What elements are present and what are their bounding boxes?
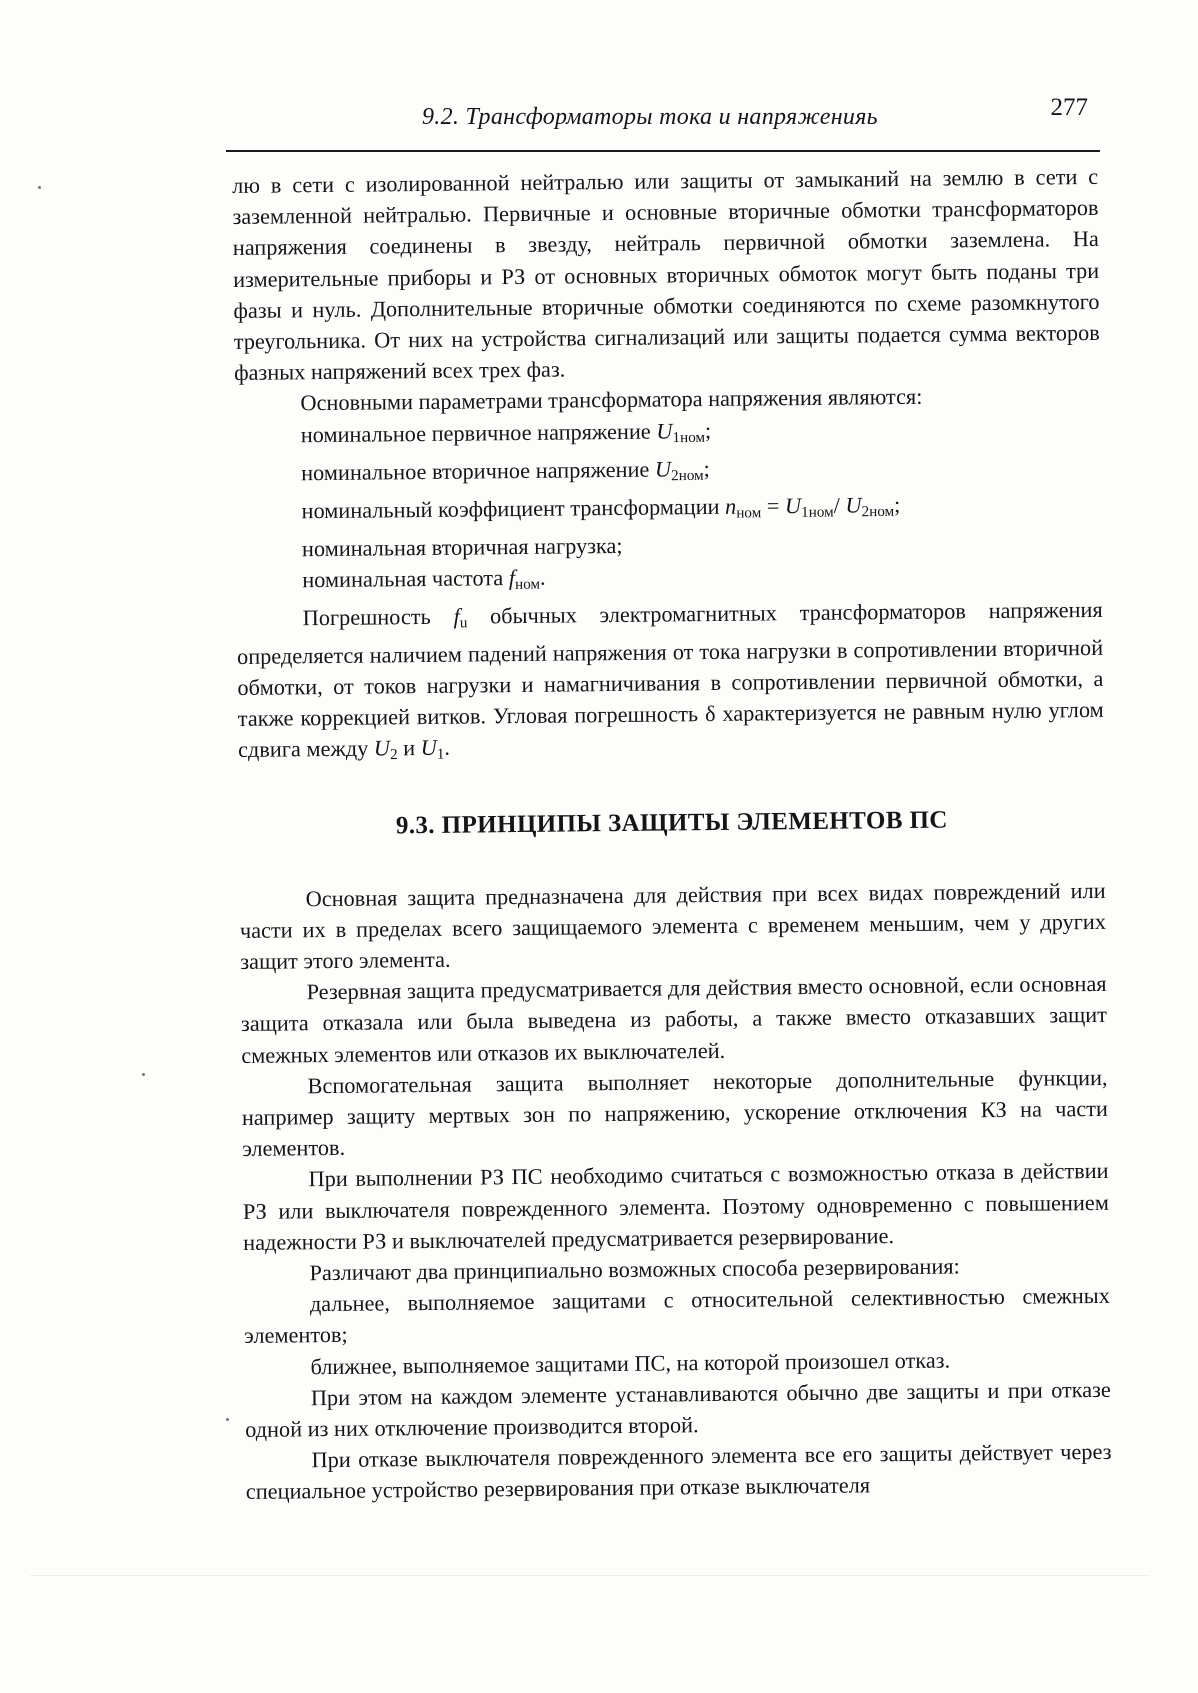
paragraph-two-protections: При этом на каждом элементе устанавливаются обычно две защиты и при отказе одной из них отключение производится второй. xyxy=(245,1376,1111,1442)
running-title: 9.2. Трансформаторы тока и напряженияь xyxy=(422,104,878,130)
symbol-u1: U xyxy=(656,418,673,444)
page-number: 277 xyxy=(1050,94,1088,121)
paragraph-backup-protection: Резервная защита предусматривается для действия вместо основной, если основная защита отказала или была выведена из работы, а также вместо отказавших защит смежных элементов или отказов их выключателей. xyxy=(240,971,1108,1068)
paragraph-reservation: При выполнении РЗ ПС необходимо считаться с возможностью отказа в действии РЗ или выключателя поврежденного элемента. Поэтому одновременно с повышением надежности РЗ и выключателей предусматривается резервирование. xyxy=(242,1158,1109,1255)
symbol-f: f xyxy=(508,564,516,590)
param-ratio: номинальный коэффициент трансформации $n_{ном} = U_{1ном}/$ $U_{2ном}$; xyxy=(301,491,901,523)
scan-speck xyxy=(38,186,41,189)
params-intro: Основными параметрами трансформатора напряжения являются: xyxy=(300,384,923,416)
paragraph-main-protection: Основная защита предназначена для действия при всех видах повреждений или части их в пределах всего защищаемого элемента с временем меньшим, чем у других защит этого элемента. xyxy=(239,877,1107,974)
symbol-n: n xyxy=(724,493,737,519)
param-primary-voltage: номинальное первичное напряжение $U_{1ном}$; xyxy=(300,417,712,447)
param-load: номинальная вторичная нагрузка; xyxy=(301,532,623,561)
section-heading: 9.3. ПРИНЦИПЫ ЗАЩИТЫ ЭЛЕМЕНТОВ ПС xyxy=(395,806,948,840)
paragraph-auxiliary-protection: Вспомогательная защита выполняет некоторые дополнительные функции, например защиту мертвых зон по напряжению, ускорение отключения КЗ на части элементов. xyxy=(241,1064,1109,1162)
param-frequency: номинальная частота $f_{ном}$. xyxy=(302,564,546,593)
scan-artifact-line xyxy=(30,1575,1150,1576)
param-secondary-voltage: номинальное вторичное напряжение $U_{2ном}$; xyxy=(301,455,710,485)
paragraph-breaker-failure: При отказе выключателя поврежденного элемента все его защиты действует через специальное устройство резервирования при отказе выключателя xyxy=(245,1439,1112,1505)
paragraph-continuation: лю в сети с изолированной нейтралью или защиты от замыканий на землю в сети с заземленной нейтралью. Первичные и основные вторичные обмотки трансформаторов напряжения соединены в звезду, нейтраль первичной обмотки заземлена. На измерительные приборы и РЗ от основных вторичных обмоток могут быть поданы три фазы и нуль. Дополнительные вторичные обмотки соединяются по схеме разомкнутого треугольника. От них на устройства сигнализаций или защиты подается сумма векторов фазных напряжений всех трех фаз. xyxy=(232,163,1100,386)
scan-speck xyxy=(226,1418,229,1421)
paragraph-error: Погрешность $f_u$ обычных электромагнитных трансформаторов напряжения определяется наличием падений напряжения от тока нагрузки в сопротивлении вторичной обмотки, от токов нагрузки и намагничивания в сопротивлении первичной обмотки, а также коррекцией витков. Угловая погрешность δ характеризуется не равным нулю углом сдвига между $U_2$ и $U_1$. xyxy=(236,596,1104,764)
scan-speck xyxy=(142,1073,145,1076)
paragraph-methods-intro: Различают два принципиально возможных способа резервирования: xyxy=(309,1253,960,1286)
running-header xyxy=(226,88,1100,152)
page-body xyxy=(232,161,1112,1508)
paragraph-remote-reservation: дальнее, выполняемое защитами с относительной селективностью смежных элементов; xyxy=(244,1283,1110,1349)
symbol-u2: U xyxy=(654,456,672,482)
paragraph-local-reservation: ближнее, выполняемое защитами ПС, на которой произошел отказ. xyxy=(310,1347,951,1379)
